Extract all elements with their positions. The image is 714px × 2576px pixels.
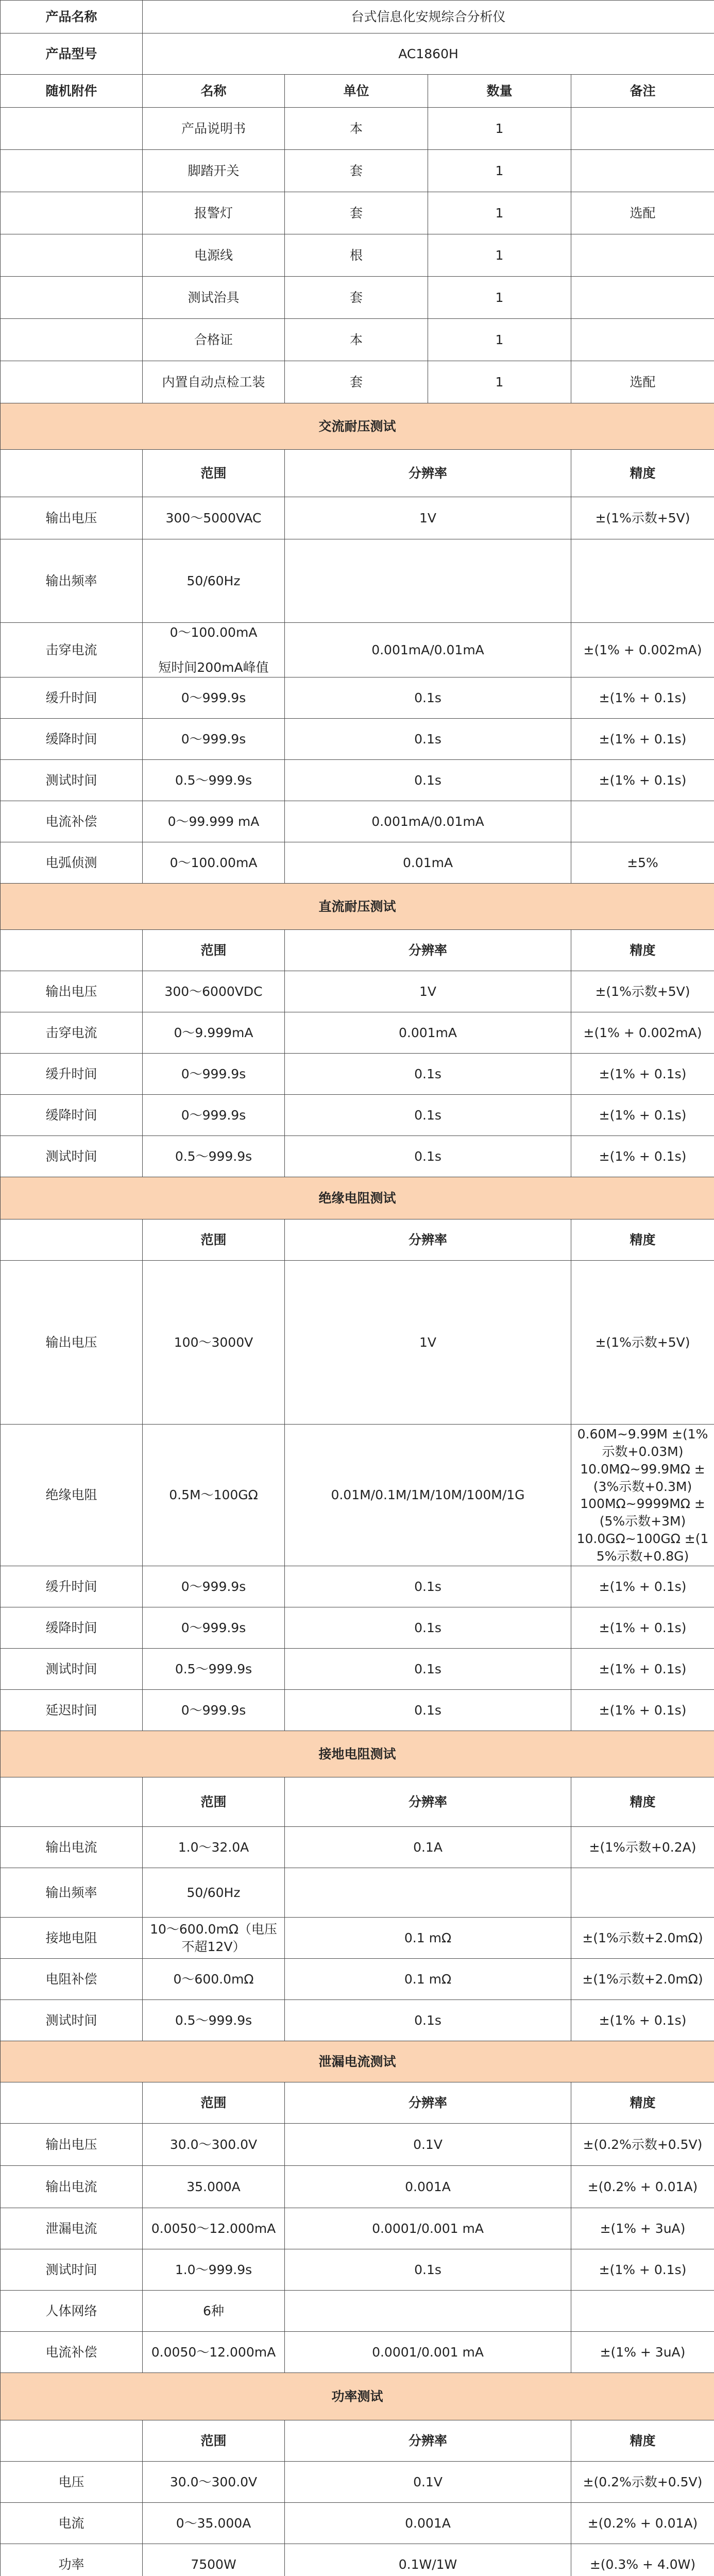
range-value: 0～999.9s [143, 719, 285, 760]
range-header: 范围 [143, 1219, 285, 1261]
accuracy-value [571, 1868, 714, 1918]
parameter-label: 输出电压 [1, 1261, 143, 1425]
spec-row [1, 1959, 714, 2000]
accuracy-value: ±(0.2% + 0.01A) [571, 2503, 714, 2544]
accuracy-value: ±(1% + 0.1s) [571, 1136, 714, 1177]
product-name-label: 产品名称 [1, 1, 143, 33]
spec-row [1, 2462, 714, 2503]
empty-cell [1, 277, 143, 319]
section-header-row [1, 930, 714, 971]
accuracy-value: ±(1% + 0.1s) [571, 677, 714, 719]
spec-row [1, 842, 714, 884]
resolution-value: 0.1s [285, 1566, 571, 1607]
resolution-value: 0.1s [285, 1607, 571, 1649]
spec-row [1, 1095, 714, 1136]
parameter-label: 缓降时间 [1, 1607, 143, 1649]
accuracy-value: ±(1% + 0.1s) [571, 1690, 714, 1731]
resolution-value: 0.1 mΩ [285, 1918, 571, 1959]
spec-row [1, 677, 714, 719]
parameter-label: 测试时间 [1, 2249, 143, 2291]
accessory-cell [571, 319, 714, 361]
accuracy-value: ±(1% + 0.1s) [571, 2000, 714, 2041]
range-value: 1.0～32.0A [143, 1827, 285, 1868]
accessory-cell: 产品说明书 [143, 108, 285, 150]
section-title: 绝缘电阻测试 [1, 1177, 714, 1219]
accuracy-value: ±(1% + 0.1s) [571, 1566, 714, 1607]
section-title-row [1, 2373, 714, 2420]
spec-table-body [1, 1, 714, 2576]
parameter-label: 电弧侦测 [1, 842, 143, 884]
accuracy-value [571, 2291, 714, 2332]
range-value: 35.000A [143, 2166, 285, 2208]
range-header: 范围 [143, 2082, 285, 2124]
range-value: 0～999.9s [143, 1690, 285, 1731]
spec-row [1, 1566, 714, 1607]
accessory-row [1, 108, 714, 150]
empty-cell [1, 150, 143, 192]
section-title: 功率测试 [1, 2373, 714, 2420]
resolution-value: 0.1s [285, 1095, 571, 1136]
section-title: 直流耐压测试 [1, 884, 714, 930]
empty-cell [1, 450, 143, 497]
spec-row [1, 1607, 714, 1649]
parameter-label: 人体网络 [1, 2291, 143, 2332]
resolution-value: 0.1s [285, 719, 571, 760]
range-header: 范围 [143, 450, 285, 497]
section-title-row [1, 884, 714, 930]
spec-row [1, 539, 714, 623]
accessory-cell: 报警灯 [143, 192, 285, 234]
parameter-label: 输出电压 [1, 971, 143, 1012]
resolution-value [285, 539, 571, 623]
resolution-value: 0.1s [285, 1649, 571, 1690]
section-header-row [1, 450, 714, 497]
accessory-cell: 测试治具 [143, 277, 285, 319]
accuracy-value: ±(1%示数+5V) [571, 971, 714, 1012]
resolution-value: 0.1s [285, 1690, 571, 1731]
section-title-row [1, 1731, 714, 1777]
empty-cell [1, 108, 143, 150]
parameter-label: 接地电阻 [1, 1918, 143, 1959]
accessory-cell: 1 [428, 361, 571, 403]
range-value: 0～100.00mA [143, 842, 285, 884]
resolution-value: 0.01mA [285, 842, 571, 884]
resolution-value: 0.1A [285, 1827, 571, 1868]
product-model-value: AC1860H [143, 33, 714, 75]
resolution-header: 分辨率 [285, 930, 571, 971]
accuracy-value: ±(1% + 0.002mA) [571, 1012, 714, 1054]
spec-row [1, 1261, 714, 1425]
range-value: 0.5～999.9s [143, 1649, 285, 1690]
spec-row [1, 623, 714, 677]
resolution-value: 0.01M/0.1M/1M/10M/100M/1G [285, 1425, 571, 1566]
parameter-label: 电压 [1, 2462, 143, 2503]
section-title: 接地电阻测试 [1, 1731, 714, 1777]
accessory-cell: 1 [428, 150, 571, 192]
accessory-cell [571, 108, 714, 150]
parameter-label: 输出电压 [1, 497, 143, 539]
accuracy-value: ±(1%示数+5V) [571, 497, 714, 539]
accessory-row [1, 150, 714, 192]
accuracy-header: 精度 [571, 450, 714, 497]
section-header-row [1, 1777, 714, 1827]
accuracy-value: ±5% [571, 842, 714, 884]
range-value: 0.5M～100GΩ [143, 1425, 285, 1566]
range-value: 0～100.00mA 短时间200mA峰值 [143, 623, 285, 677]
accessory-cell: 1 [428, 108, 571, 150]
accuracy-value: ±(1% + 0.002mA) [571, 623, 714, 677]
accessories-header-row [1, 75, 714, 108]
spec-row [1, 1868, 714, 1918]
accuracy-value: ±(1% + 0.1s) [571, 2249, 714, 2291]
parameter-label: 击穿电流 [1, 1012, 143, 1054]
resolution-header: 分辨率 [285, 2420, 571, 2462]
accuracy-value: ±(1% + 3uA) [571, 2208, 714, 2249]
accessory-cell: 1 [428, 319, 571, 361]
parameter-label: 测试时间 [1, 2000, 143, 2041]
range-value: 0.5～999.9s [143, 2000, 285, 2041]
range-value: 0～35.000A [143, 2503, 285, 2544]
accessories-column-header: 单位 [285, 75, 428, 108]
accuracy-header: 精度 [571, 930, 714, 971]
range-value: 0～999.9s [143, 1566, 285, 1607]
resolution-value: 0.1s [285, 2000, 571, 2041]
parameter-label: 输出频率 [1, 1868, 143, 1918]
resolution-value: 0.001mA [285, 1012, 571, 1054]
spec-row [1, 1918, 714, 1959]
accessory-row [1, 277, 714, 319]
parameter-label: 输出频率 [1, 539, 143, 623]
accuracy-value: ±(1% + 0.1s) [571, 1095, 714, 1136]
range-value: 0～999.9s [143, 1054, 285, 1095]
spec-row [1, 497, 714, 539]
resolution-value: 0.1V [285, 2462, 571, 2503]
spec-row [1, 2208, 714, 2249]
spec-row [1, 1425, 714, 1566]
accessories-column-header: 名称 [143, 75, 285, 108]
accuracy-header: 精度 [571, 1219, 714, 1261]
accessory-cell: 套 [285, 277, 428, 319]
accuracy-value [571, 539, 714, 623]
accessory-row [1, 361, 714, 403]
section-header-row [1, 1219, 714, 1261]
parameter-label: 输出电流 [1, 2166, 143, 2208]
accessory-cell: 电源线 [143, 234, 285, 277]
parameter-label: 电流补偿 [1, 2332, 143, 2373]
empty-cell [1, 361, 143, 403]
resolution-value: 1V [285, 971, 571, 1012]
parameter-label: 电流补偿 [1, 801, 143, 842]
range-value: 30.0～300.0V [143, 2124, 285, 2166]
accessories-column-header: 数量 [428, 75, 571, 108]
empty-cell [1, 1777, 143, 1827]
range-value: 50/60Hz [143, 1868, 285, 1918]
accessory-row [1, 319, 714, 361]
section-title: 泄漏电流测试 [1, 2041, 714, 2082]
spec-row [1, 1827, 714, 1868]
parameter-label: 延迟时间 [1, 1690, 143, 1731]
parameter-label: 电阻补偿 [1, 1959, 143, 2000]
section-title-row [1, 2041, 714, 2082]
range-header: 范围 [143, 2420, 285, 2462]
empty-cell [1, 319, 143, 361]
spec-row [1, 1136, 714, 1177]
accuracy-value: 0.60M~9.99M ±(1%示数+0.03M) 10.0MΩ~99.9MΩ ±(3%示数+0.3M) 100MΩ~9999MΩ ±(5%示数+3M) 10.0GΩ~100GΩ ±(15%示数+0.8G) [571, 1425, 714, 1566]
resolution-value: 0.1s [285, 1054, 571, 1095]
parameter-label: 电流 [1, 2503, 143, 2544]
section-title-row [1, 1177, 714, 1219]
accessory-cell: 套 [285, 361, 428, 403]
range-value: 0～99.999 mA [143, 801, 285, 842]
accessory-row [1, 192, 714, 234]
accessory-cell [571, 234, 714, 277]
accuracy-value: ±(1% + 3uA) [571, 2332, 714, 2373]
section-title-row [1, 403, 714, 450]
accuracy-value: ±(0.3% + 4.0W) [571, 2544, 714, 2576]
parameter-label: 绝缘电阻 [1, 1425, 143, 1566]
range-value: 300～5000VAC [143, 497, 285, 539]
accessory-row [1, 234, 714, 277]
accuracy-value: ±(1% + 0.1s) [571, 1649, 714, 1690]
empty-cell [1, 192, 143, 234]
spec-row [1, 2249, 714, 2291]
accuracy-value: ±(1% + 0.1s) [571, 1054, 714, 1095]
parameter-label: 输出电流 [1, 1827, 143, 1868]
accessory-cell: 选配 [571, 192, 714, 234]
resolution-value: 0.001mA/0.01mA [285, 623, 571, 677]
accessory-cell: 本 [285, 108, 428, 150]
spec-row [1, 801, 714, 842]
spec-row [1, 1012, 714, 1054]
resolution-value: 0.001mA/0.01mA [285, 801, 571, 842]
accuracy-value: ±(1%示数+5V) [571, 1261, 714, 1425]
parameter-label: 输出电压 [1, 2124, 143, 2166]
resolution-value: 0.0001/0.001 mA [285, 2208, 571, 2249]
empty-cell [1, 1219, 143, 1261]
parameter-label: 测试时间 [1, 760, 143, 801]
parameter-label: 击穿电流 [1, 623, 143, 677]
range-value: 0.5～999.9s [143, 1136, 285, 1177]
accuracy-value: ±(1% + 0.1s) [571, 760, 714, 801]
range-value: 1.0～999.9s [143, 2249, 285, 2291]
accuracy-value: ±(1%示数+0.2A) [571, 1827, 714, 1868]
range-value: 100～3000V [143, 1261, 285, 1425]
range-value: 0.5～999.9s [143, 760, 285, 801]
spec-row [1, 719, 714, 760]
section-header-row [1, 2082, 714, 2124]
parameter-label: 测试时间 [1, 1136, 143, 1177]
resolution-value: 0.1s [285, 1136, 571, 1177]
parameter-label: 缓降时间 [1, 1095, 143, 1136]
resolution-value: 0.1s [285, 760, 571, 801]
accuracy-value: ±(1%示数+2.0mΩ) [571, 1918, 714, 1959]
accessory-cell: 1 [428, 277, 571, 319]
range-value: 0.0050～12.000mA [143, 2332, 285, 2373]
parameter-label: 泄漏电流 [1, 2208, 143, 2249]
accessory-cell: 合格证 [143, 319, 285, 361]
parameter-label: 缓升时间 [1, 1054, 143, 1095]
product-model-row [1, 33, 714, 75]
accuracy-header: 精度 [571, 2420, 714, 2462]
spec-row [1, 1649, 714, 1690]
empty-cell [1, 2420, 143, 2462]
resolution-value: 1V [285, 497, 571, 539]
empty-cell [1, 234, 143, 277]
accuracy-header: 精度 [571, 1777, 714, 1827]
range-value: 0.0050～12.000mA [143, 2208, 285, 2249]
accessory-cell: 本 [285, 319, 428, 361]
accessory-cell: 1 [428, 234, 571, 277]
spec-row [1, 2544, 714, 2576]
range-header: 范围 [143, 1777, 285, 1827]
accuracy-value: ±(1% + 0.1s) [571, 1607, 714, 1649]
resolution-value: 0.1s [285, 2249, 571, 2291]
spec-row [1, 2332, 714, 2373]
accuracy-value: ±(0.2% + 0.01A) [571, 2166, 714, 2208]
range-value: 7500W [143, 2544, 285, 2576]
empty-cell [1, 2082, 143, 2124]
range-value: 0～600.0mΩ [143, 1959, 285, 2000]
range-value: 50/60Hz [143, 539, 285, 623]
range-value: 0～9.999mA [143, 1012, 285, 1054]
spec-row [1, 2291, 714, 2332]
accessory-cell: 套 [285, 150, 428, 192]
resolution-value: 0.1V [285, 2124, 571, 2166]
accessories-column-header: 备注 [571, 75, 714, 108]
resolution-value [285, 1868, 571, 1918]
accessory-cell [571, 150, 714, 192]
range-value: 10～600.0mΩ（电压不超12V） [143, 1918, 285, 1959]
range-value: 300～6000VDC [143, 971, 285, 1012]
spec-row [1, 1054, 714, 1095]
range-value: 0～999.9s [143, 1607, 285, 1649]
spec-row [1, 760, 714, 801]
product-name-row [1, 1, 714, 33]
accessory-cell: 选配 [571, 361, 714, 403]
range-value: 0～999.9s [143, 677, 285, 719]
resolution-value: 1V [285, 1261, 571, 1425]
accessories-label: 随机附件 [1, 75, 143, 108]
accuracy-value: ±(0.2%示数+0.5V) [571, 2462, 714, 2503]
resolution-header: 分辨率 [285, 1777, 571, 1827]
resolution-header: 分辨率 [285, 2082, 571, 2124]
accessory-cell: 根 [285, 234, 428, 277]
resolution-value: 0.001A [285, 2166, 571, 2208]
accessory-cell: 脚踏开关 [143, 150, 285, 192]
resolution-value: 0.0001/0.001 mA [285, 2332, 571, 2373]
range-value: 0～999.9s [143, 1095, 285, 1136]
range-value: 6种 [143, 2291, 285, 2332]
resolution-value: 0.1s [285, 677, 571, 719]
accuracy-value: ±(1%示数+2.0mΩ) [571, 1959, 714, 2000]
product-name-value: 台式信息化安规综合分析仪 [143, 1, 714, 33]
spec-row [1, 971, 714, 1012]
spec-row [1, 1690, 714, 1731]
parameter-label: 测试时间 [1, 1649, 143, 1690]
resolution-value [285, 2291, 571, 2332]
range-header: 范围 [143, 930, 285, 971]
accuracy-value [571, 801, 714, 842]
resolution-header: 分辨率 [285, 1219, 571, 1261]
section-header-row [1, 2420, 714, 2462]
range-value: 30.0～300.0V [143, 2462, 285, 2503]
resolution-header: 分辨率 [285, 450, 571, 497]
accessory-cell: 1 [428, 192, 571, 234]
parameter-label: 缓升时间 [1, 677, 143, 719]
parameter-label: 缓降时间 [1, 719, 143, 760]
spec-row [1, 2124, 714, 2166]
accuracy-value: ±(0.2%示数+0.5V) [571, 2124, 714, 2166]
parameter-label: 缓升时间 [1, 1566, 143, 1607]
spec-row [1, 2166, 714, 2208]
accuracy-value: ±(1% + 0.1s) [571, 719, 714, 760]
resolution-value: 0.1W/1W [285, 2544, 571, 2576]
empty-cell [1, 930, 143, 971]
spec-row [1, 2503, 714, 2544]
parameter-label: 功率 [1, 2544, 143, 2576]
product-model-label: 产品型号 [1, 33, 143, 75]
resolution-value: 0.001A [285, 2503, 571, 2544]
accuracy-header: 精度 [571, 2082, 714, 2124]
resolution-value: 0.1 mΩ [285, 1959, 571, 2000]
spec-row [1, 2000, 714, 2041]
section-title: 交流耐压测试 [1, 403, 714, 450]
accessory-cell [571, 277, 714, 319]
accessory-cell: 套 [285, 192, 428, 234]
accessory-cell: 内置自动点检工装 [143, 361, 285, 403]
